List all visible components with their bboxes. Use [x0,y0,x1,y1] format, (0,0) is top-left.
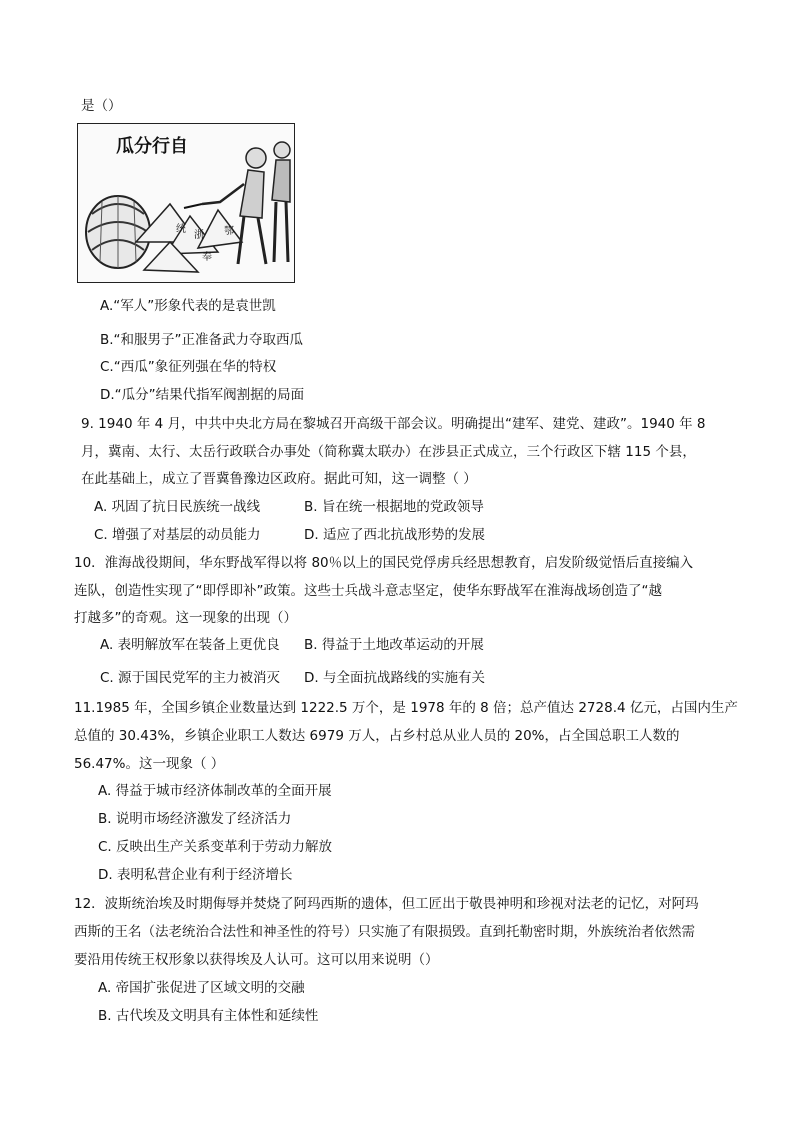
q11-option-c: C. 反映出生产关系变革利于劳动力解放 [98,839,333,855]
figure-head [246,148,266,168]
q8-option-b: B.“和服男子”正准备武力夺取西瓜 [100,332,304,348]
q9-option-a: A. 巩固了抗日民族统一战线 [94,499,261,515]
q9-stem-line-1: 9. 1940 年 4 月，中共中央北方局在黎城召开高级干部会议。明确提出“建军、建党、建政”。1940 年 8 [81,416,706,432]
q12-option-b: B. 古代埃及文明具有主体性和延续性 [98,1008,319,1024]
q12-stem-line-2: 西斯的王名（法老统治合法性和神圣性的符号）只实施了有限损毁。直到托勒密时期，外族统治者依然需 [74,924,695,940]
q11-stem-line-1: 11.1985 年，全国乡镇企业数量达到 1222.5 万个，是 1978 年的 8 倍；总产值达 2728.4 亿元，占国内生产 [74,700,738,716]
q11-option-d: D. 表明私营企业有利于经济增长 [98,867,293,883]
q8-stem-end: 是（） [81,98,122,114]
q8-option-d: D.“瓜分”结果代指军阀割据的局面 [100,387,305,403]
cartoon-caption: 瓜分行自 [116,136,188,157]
q9-option-c: C. 增强了对基层的动员能力 [94,527,261,543]
q11-option-b: B. 说明市场经济激发了经济活力 [98,811,292,827]
melon-slice-label: 统 [176,224,186,235]
q10-option-c: C. 源于国民党军的主力被消灭 [100,670,281,686]
q9-option-d: D. 适应了西北抗战形势的发展 [304,527,485,543]
q8-option-a: A.“军人”形象代表的是袁世凯 [100,298,276,314]
q12-option-a: A. 帝国扩张促进了区域文明的交融 [98,980,305,996]
q10-option-a: A. 表明解放军在装备上更优良 [100,637,280,653]
q9-stem-line-3: 在此基础上，成立了晋冀鲁豫边区政府。据此可知，这一调整（ ） [81,471,477,487]
melon-slice-label: 浙 [194,230,204,241]
figure-body [272,160,290,202]
q10-stem-line-3: 打越多”的奇观。这一现象的出现（） [74,610,297,626]
figure-head [274,142,290,158]
q12-stem-line-3: 要沿用传统王权形象以获得埃及人认可。这可以用来说明（） [74,952,439,968]
q11-stem-line-3: 56.47%。这一现象（ ） [74,756,225,772]
q11-stem-line-2: 总值的 30.43%，乡镇企业职工人数达 6979 万人，占乡村总从业人员的 20%，占全国总职工人数的 [74,728,680,744]
q10-stem-line-2: 连队，创造性实现了“即俘即补”政策。这些士兵战斗意志坚定，使华东野战军在淮海战场创造了“越 [74,583,662,599]
q9-option-b: B. 旨在统一根据地的党政领导 [304,499,484,515]
q12-stem-line-1: 12．波斯统治埃及时期侮辱并焚烧了阿玛西斯的遗体，但工匠出于敬畏神明和珍视对法老的记忆，对阿玛 [74,896,699,912]
melon-slice-label: 鄂 [224,226,234,237]
q10-stem-line-1: 10．淮海战役期间，华东野战军得以将 80％以上的国民党俘虏兵经思想教育，启发阶级觉悟后直接编入 [74,555,694,571]
melon-slice [198,210,242,248]
q11-option-a: A. 得益于城市经济体制改革的全面开展 [98,783,332,799]
figure-body [240,170,264,218]
q9-stem-line-2: 月，冀南、太行、太岳行政联合办事处（简称冀太联办）在涉县正式成立，三个行政区下辖 115 个县， [81,444,696,460]
q10-option-b: B. 得益于土地改革运动的开展 [304,637,484,653]
question-cartoon-image [77,123,295,283]
q10-option-d: D. 与全面抗战路线的实施有关 [304,670,485,686]
q8-option-c: C.“西瓜”象征列强在华的特权 [100,359,277,375]
melon-slice-label: 奉 [202,252,212,263]
